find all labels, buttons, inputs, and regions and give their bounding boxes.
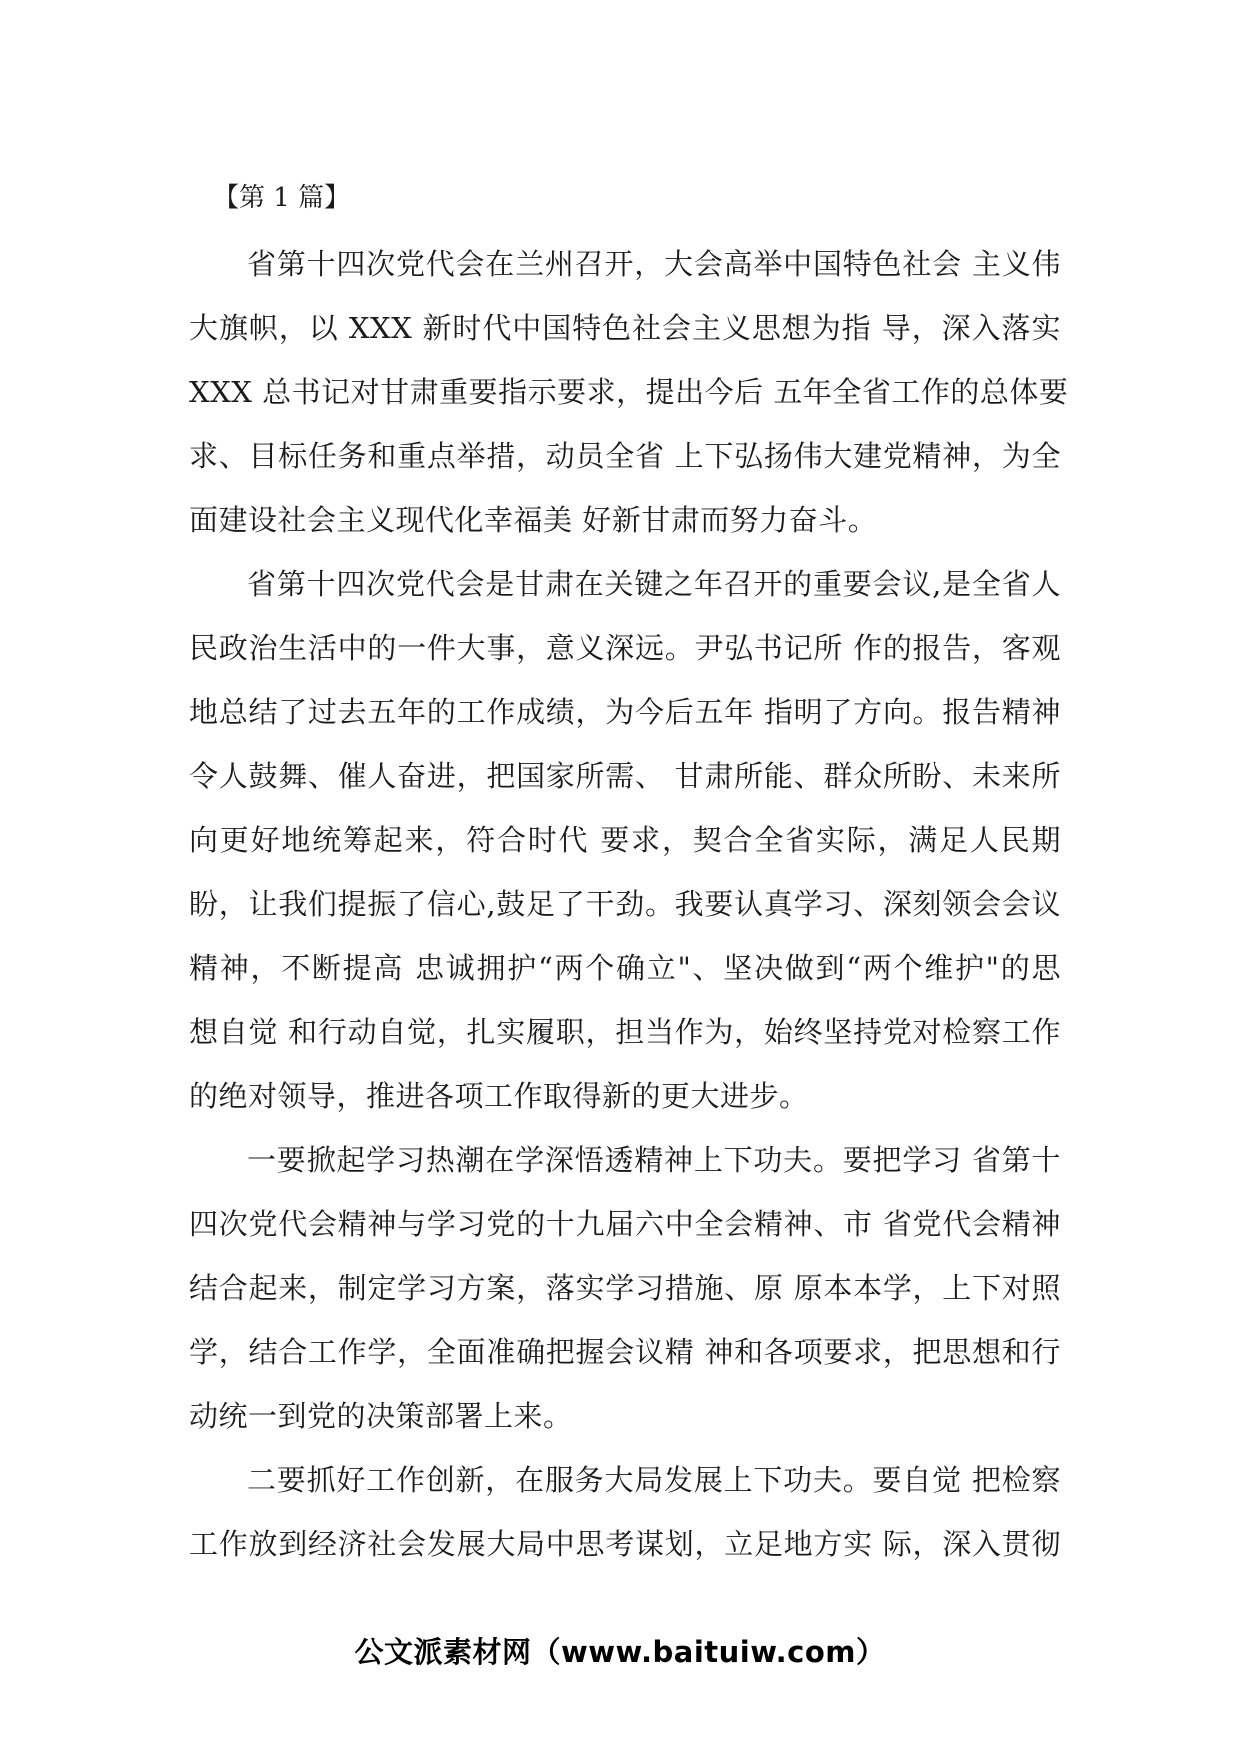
paragraph-2 (189, 552, 1061, 1128)
text-line: 精神，不断提高 忠诚拥护“两个确立"、坚决做到“两个维护"的思 (189, 951, 1061, 985)
text-line: 盼，让我们提振了信心,鼓足了干劲。我要认真学习、深刻领会会议 (189, 887, 1061, 921)
text-line: 结合起来，制定学习方案，落实学习措施、原 原本本学，上下对照 (189, 1271, 1061, 1305)
paragraph-4 (189, 1448, 1061, 1576)
text-line: 令人鼓舞、催人奋进，把国家所需、 甘肃所能、群众所盼、未来所 (189, 759, 1061, 793)
text-line: XXX 总书记对甘肃重要指示要求，提出今后 五年全省工作的总体要 (189, 375, 1069, 409)
page-footer-watermark: 公文派素材网（www.baituiw.com） (354, 1635, 886, 1669)
text-line: 四次党代会精神与学习党的十九届六中全会精神、市 省党代会精神 (189, 1207, 1061, 1241)
text-line: 民政治生活中的一件大事，意义深远。尹弘书记所 作的报告，客观 (189, 631, 1061, 665)
text-line: 向更好地统筹起来，符合时代 要求，契合全省实际，满足人民期 (189, 823, 1061, 857)
text-line: 动统一到党的决策部署上来。 (189, 1399, 573, 1433)
text-line: 省第十四次党代会是甘肃在关键之年召开的重要会议,是全省人 (247, 567, 1061, 601)
text-line: 的绝对领导，推进各项工作取得新的更大进步。 (189, 1079, 809, 1113)
text-line: 工作放到经济社会发展大局中思考谋划，立足地方实 际，深入贯彻 (189, 1527, 1061, 1561)
paragraph-3 (189, 1128, 1061, 1448)
text-line: 地总结了过去五年的工作成绩，为今后五年 指明了方向。报告精神 (189, 695, 1061, 729)
text-line: 面建设社会主义现代化幸福美 好新甘肃而努力奋斗。 (189, 503, 878, 537)
text-line: 大旗帜，以 XXX 新时代中国特色社会主义思想为指 导，深入落实 (189, 311, 1061, 345)
text-line: 学，结合工作学，全面准确把握会议精 神和各项要求，把思想和行 (189, 1335, 1061, 1369)
text-line: 二要抓好工作创新，在服务大局发展上下功夫。要自觉 把检察 (247, 1463, 1061, 1497)
text-line: 求、目标任务和重点举措，动员全省 上下弘扬伟大建党精神，为全 (189, 439, 1061, 473)
text-line: 省第十四次党代会在兰州召开，大会高举中国特色社会 主义伟 (247, 247, 1061, 281)
document-body (189, 166, 1069, 1576)
text-line: 想自觉 和行动自觉，扎实履职，担当作为，始终坚持党对检察工作 (189, 1015, 1061, 1049)
section-heading: 【第 1 篇】 (213, 183, 351, 213)
text-line: 一要掀起学习热潮在学深悟透精神上下功夫。要把学习 省第十 (247, 1143, 1061, 1177)
paragraph-1 (189, 232, 1069, 552)
